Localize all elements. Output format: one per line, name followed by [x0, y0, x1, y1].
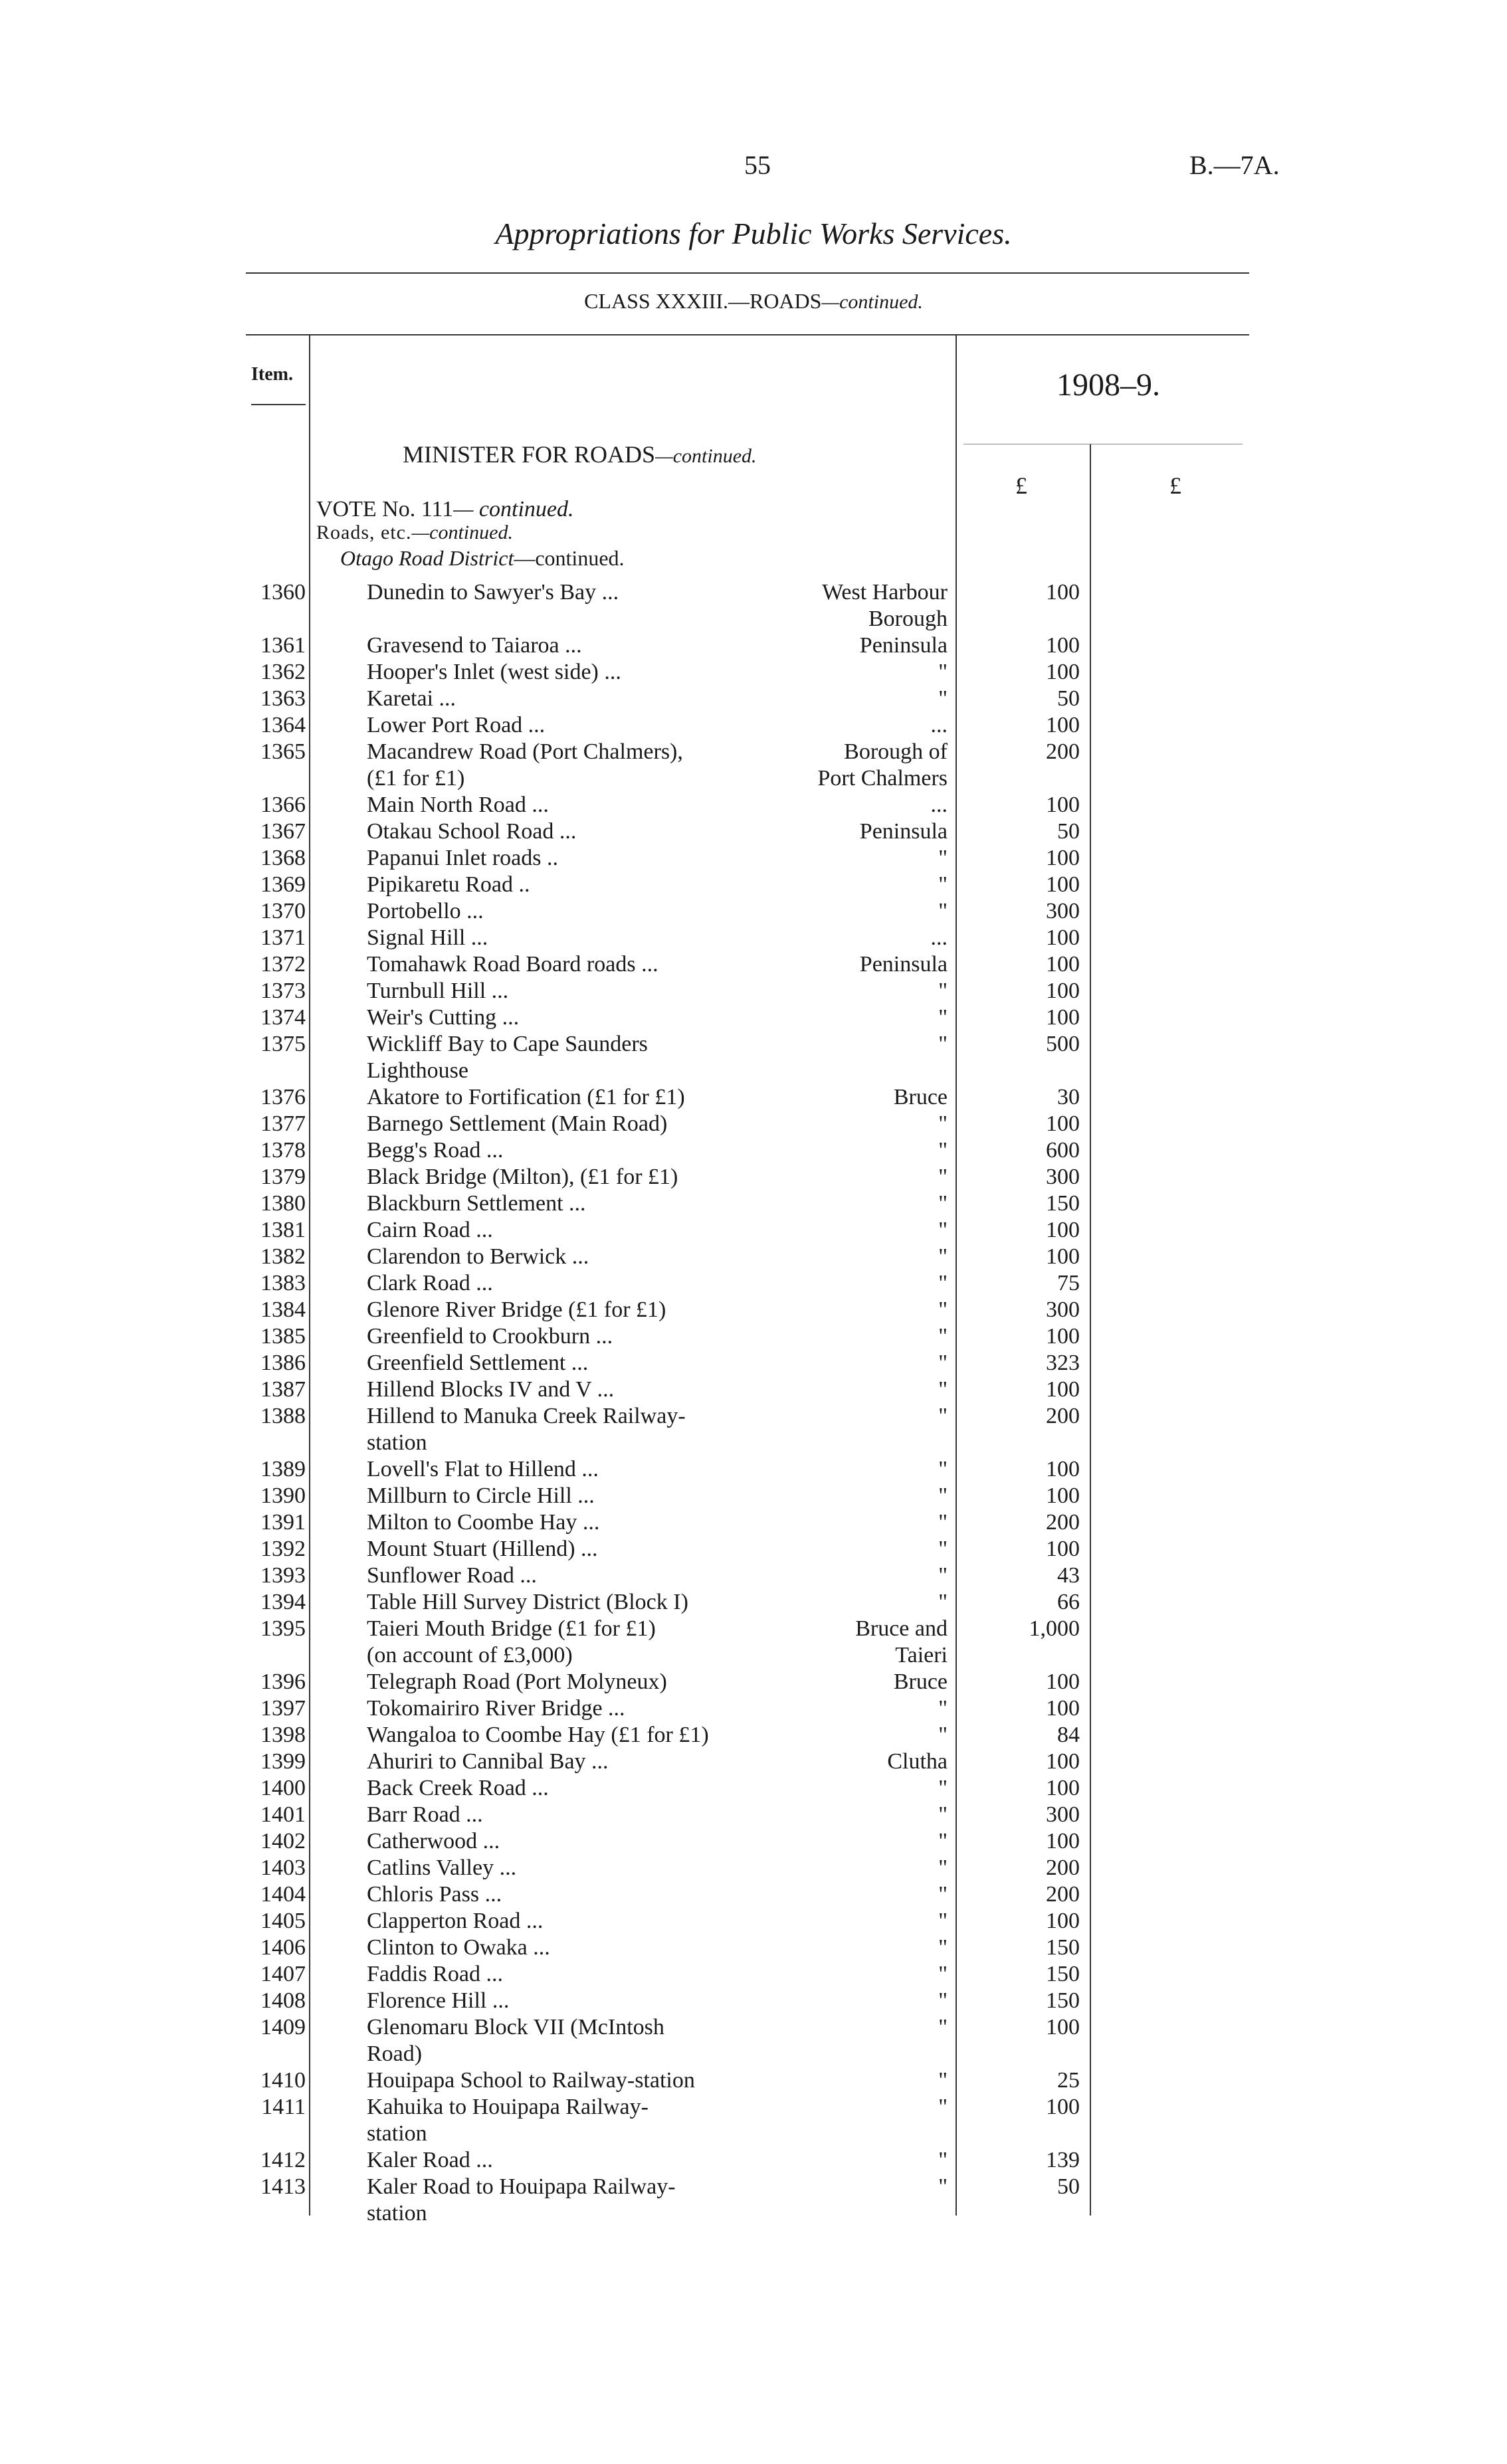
road-description: Clinton to Owaka ...: [367, 1935, 550, 1960]
amount: 300: [1046, 1802, 1080, 1827]
table-row: [0, 951, 1507, 978]
electoral-district: ": [938, 2148, 948, 2172]
table-row: [0, 1270, 1507, 1297]
road-description: Chloris Pass ...: [367, 1882, 502, 1907]
road-description: Kaler Road ...: [367, 2148, 493, 2172]
road-description: Barr Road ...: [367, 1802, 483, 1827]
table-row: [0, 1004, 1507, 1031]
item-number: 1400: [260, 1776, 306, 1800]
road-description: Signal Hill ...: [367, 925, 488, 950]
table-row: [0, 712, 1507, 739]
road-description: Tokomairiro River Bridge ...: [367, 1696, 625, 1721]
table-row: [0, 1244, 1507, 1270]
item-number: 1402: [260, 1829, 306, 1853]
table-row: [0, 1323, 1507, 1350]
road-description: Kahuika to Houipapa Railway- station: [367, 2095, 649, 2146]
item-number: 1413: [260, 2174, 306, 2199]
electoral-district: ": [938, 2095, 948, 2119]
item-number: 1398: [260, 1723, 306, 1747]
table-row: [0, 579, 1507, 632]
electoral-district: ": [938, 2068, 948, 2093]
amount: 150: [1046, 1191, 1080, 1216]
item-number: 1365: [260, 739, 306, 764]
electoral-district: ": [938, 1988, 948, 2013]
electoral-district: Bruce: [893, 1669, 948, 1694]
item-number: 1401: [260, 1802, 306, 1827]
road-description: Lovell's Flat to Hillend ...: [367, 1457, 599, 1481]
road-description: Turnbull Hill ...: [367, 979, 509, 1003]
electoral-district: ": [938, 1111, 948, 1136]
electoral-district: ...: [930, 793, 948, 817]
electoral-district: ": [938, 2015, 948, 2039]
item-number: 1381: [260, 1218, 306, 1242]
table-row: [0, 1376, 1507, 1403]
electoral-district: ": [938, 686, 948, 711]
electoral-district: ": [938, 1962, 948, 1986]
electoral-district: Clutha: [887, 1749, 948, 1774]
road-description: Telegraph Road (Port Molyneux): [367, 1669, 667, 1694]
road-description: Clarendon to Berwick ...: [367, 1244, 589, 1269]
road-description: Barnego Settlement (Main Road): [367, 1111, 668, 1136]
road-description: Portobello ...: [367, 899, 484, 923]
electoral-district: ": [938, 1271, 948, 1295]
item-number: 1383: [260, 1271, 306, 1295]
road-description: Gravesend to Taiaroa ...: [367, 633, 582, 658]
road-description: Pipikaretu Road ..: [367, 872, 530, 897]
item-number: 1399: [260, 1749, 306, 1774]
table-row: [0, 2094, 1507, 2147]
amount: 100: [1046, 1669, 1080, 1694]
electoral-district: ": [938, 1829, 948, 1853]
item-number: 1364: [260, 713, 306, 737]
amount: 100: [1046, 872, 1080, 897]
road-description: Ahuriri to Cannibal Bay ...: [367, 1749, 609, 1774]
road-description: Houipapa School to Railway-station: [367, 2068, 695, 2093]
road-description: Hillend to Manuka Creek Railway- station: [367, 1404, 686, 1455]
amount: 100: [1046, 793, 1080, 817]
electoral-district: ": [938, 899, 948, 923]
amount: 323: [1046, 1351, 1080, 1375]
item-number: 1371: [260, 925, 306, 950]
road-description: Begg's Road ...: [367, 1138, 504, 1163]
item-number: 1366: [260, 793, 306, 817]
minister-heading: MINISTER FOR ROADS—continued.: [403, 441, 757, 468]
amount: 300: [1046, 1297, 1080, 1322]
item-number: 1373: [260, 979, 306, 1003]
road-description: Papanui Inlet roads ..: [367, 846, 558, 870]
pound-sign-amount-column: £: [1015, 472, 1027, 499]
amount: 100: [1046, 580, 1080, 605]
amount: 100: [1046, 1749, 1080, 1774]
amount: 50: [1057, 2174, 1080, 2199]
road-description: Catherwood ...: [367, 1829, 500, 1853]
amount: 43: [1057, 1563, 1080, 1588]
table-row: [0, 872, 1507, 898]
amount: 100: [1046, 2015, 1080, 2039]
item-number: 1380: [260, 1191, 306, 1216]
page-number: 55: [744, 150, 771, 180]
table-row: [0, 1137, 1507, 1164]
amount: 100: [1046, 1776, 1080, 1800]
table-row: [0, 1350, 1507, 1376]
table-row: [0, 1695, 1507, 1722]
table-row: [0, 686, 1507, 712]
item-number: 1369: [260, 872, 306, 897]
electoral-district: Bruce: [893, 1085, 948, 1109]
item-number: 1393: [260, 1563, 306, 1588]
road-description: Hillend Blocks IV and V ...: [367, 1377, 615, 1402]
item-number: 1392: [260, 1537, 306, 1561]
amount: 150: [1046, 1988, 1080, 2013]
road-description: Sunflower Road ...: [367, 1563, 537, 1588]
road-description: Wangaloa to Coombe Hay (£1 for £1): [367, 1723, 709, 1747]
electoral-district: Peninsula: [859, 633, 948, 658]
electoral-district: ": [938, 1696, 948, 1721]
vote-label: VOTE No. 111— continued.: [316, 497, 574, 521]
table-row: [0, 1084, 1507, 1111]
item-number: 1408: [260, 1988, 306, 2013]
table-row: [0, 1563, 1507, 1589]
electoral-district: ": [938, 1563, 948, 1588]
amount: 100: [1046, 1377, 1080, 1402]
electoral-district: ": [938, 1935, 948, 1960]
amount: 200: [1046, 1404, 1080, 1428]
table-row: [0, 898, 1507, 925]
amount: 100: [1046, 1324, 1080, 1349]
item-label-underline: [251, 404, 306, 405]
table-row: [0, 1855, 1507, 1881]
amount: 200: [1046, 1510, 1080, 1535]
table-row: [0, 925, 1507, 951]
electoral-district: ": [938, 1590, 948, 1614]
electoral-district: ...: [930, 713, 948, 737]
table-row: [0, 1164, 1507, 1190]
electoral-district: West Harbour Borough: [822, 580, 948, 631]
table-row: [0, 792, 1507, 818]
amount: 100: [1046, 1909, 1080, 1933]
amount: 300: [1046, 899, 1080, 923]
road-description: Mount Stuart (Hillend) ...: [367, 1537, 598, 1561]
table-row: [0, 1483, 1507, 1509]
amount: 100: [1046, 660, 1080, 684]
road-description: Karetai ...: [367, 686, 456, 711]
table-row: [0, 2174, 1507, 2227]
amount: 300: [1046, 1165, 1080, 1189]
table-row: [0, 1509, 1507, 1536]
road-description: Dunedin to Sawyer's Bay ...: [367, 580, 619, 605]
table-row: [0, 2014, 1507, 2067]
road-description: Back Creek Road ...: [367, 1776, 549, 1800]
table-row: [0, 1908, 1507, 1935]
road-description: Glenore River Bridge (£1 for £1): [367, 1297, 666, 1322]
amount: 100: [1046, 1244, 1080, 1269]
road-description: Lower Port Road ...: [367, 713, 546, 737]
item-number: 1376: [260, 1085, 306, 1109]
item-number: 1404: [260, 1882, 306, 1907]
electoral-district: ": [938, 1032, 948, 1056]
table-row: [0, 659, 1507, 686]
road-description: Florence Hill ...: [367, 1988, 510, 2013]
electoral-district: ": [938, 1297, 948, 1322]
road-description: Kaler Road to Houipapa Railway- station: [367, 2174, 676, 2226]
item-number: 1406: [260, 1935, 306, 1960]
table-row: [0, 1749, 1507, 1775]
road-description: Catlins Valley ...: [367, 1855, 517, 1880]
amount: 100: [1046, 1218, 1080, 1242]
amount: 100: [1046, 1111, 1080, 1136]
electoral-district: ": [938, 872, 948, 897]
year-column-label: 1908–9.: [1056, 367, 1160, 403]
item-number: 1405: [260, 1909, 306, 1933]
amount: 84: [1057, 1723, 1080, 1747]
item-number: 1372: [260, 952, 306, 977]
amount: 100: [1046, 979, 1080, 1003]
electoral-district: ": [938, 1802, 948, 1827]
electoral-district: ": [938, 1909, 948, 1933]
amount: 25: [1057, 2068, 1080, 2093]
table-row: [0, 1988, 1507, 2014]
item-number: 1397: [260, 1696, 306, 1721]
amount: 30: [1057, 1085, 1080, 1109]
amount: 150: [1046, 1935, 1080, 1960]
electoral-district: ": [938, 1218, 948, 1242]
item-number: 1384: [260, 1297, 306, 1322]
pound-sign-total-column: £: [1169, 472, 1181, 499]
electoral-district: ": [938, 1005, 948, 1030]
amount: 100: [1046, 1537, 1080, 1561]
item-number: 1374: [260, 1005, 306, 1030]
electoral-district: ": [938, 979, 948, 1003]
electoral-district: ": [938, 1165, 948, 1189]
table-row: [0, 1669, 1507, 1695]
amount: 100: [1046, 1696, 1080, 1721]
road-description: Greenfield Settlement ...: [367, 1351, 589, 1375]
road-description: Blackburn Settlement ...: [367, 1191, 586, 1216]
amount: 139: [1046, 2148, 1080, 2172]
table-row: [0, 818, 1507, 845]
title-rule: [246, 272, 1249, 274]
table-row: [0, 1935, 1507, 1961]
road-description: Wickliff Bay to Cape Saunders Lighthouse: [367, 1032, 648, 1083]
road-description: Glenomaru Block VII (McIntosh Road): [367, 2015, 664, 2066]
electoral-district: ": [938, 1882, 948, 1907]
table-row: [0, 1802, 1507, 1828]
electoral-district: ": [938, 1324, 948, 1349]
amount: 100: [1046, 1457, 1080, 1481]
electoral-district: ": [938, 1191, 948, 1216]
item-number: 1382: [260, 1244, 306, 1269]
electoral-district: ": [938, 1776, 948, 1800]
item-number: 1378: [260, 1138, 306, 1163]
item-number: 1387: [260, 1377, 306, 1402]
table-row: [0, 1722, 1507, 1749]
amount: 200: [1046, 1855, 1080, 1880]
table-row: [0, 1456, 1507, 1483]
electoral-district: ": [938, 1351, 948, 1375]
table-top-rule: [246, 334, 1249, 335]
electoral-district: Peninsula: [859, 952, 948, 977]
amount: 100: [1046, 1005, 1080, 1030]
item-number: 1377: [260, 1111, 306, 1136]
item-number: 1412: [260, 2148, 306, 2172]
electoral-district: Borough of Port Chalmers: [817, 739, 948, 791]
district-subheading: Otago Road District—continued.: [340, 546, 625, 570]
table-row: [0, 978, 1507, 1004]
page-title: Appropriations for Public Works Services.: [495, 217, 1012, 250]
table-row: [0, 1536, 1507, 1563]
table-row: [0, 1961, 1507, 1988]
amount: 50: [1057, 819, 1080, 844]
road-description: Milton to Coombe Hay ...: [367, 1510, 600, 1535]
amount: 75: [1057, 1271, 1080, 1295]
electoral-district: ": [938, 1404, 948, 1428]
road-description: Black Bridge (Milton), (£1 for £1): [367, 1165, 678, 1189]
electoral-district: Peninsula: [859, 819, 948, 844]
road-description: Akatore to Fortification (£1 for £1): [367, 1085, 685, 1109]
amount: 200: [1046, 1882, 1080, 1907]
table-row: [0, 1190, 1507, 1217]
road-description: Weir's Cutting ...: [367, 1005, 520, 1030]
item-number: 1388: [260, 1404, 306, 1428]
item-number: 1409: [260, 2015, 306, 2039]
item-number: 1361: [260, 633, 306, 658]
road-description: Main North Road ...: [367, 793, 549, 817]
electoral-district: ...: [930, 925, 948, 950]
road-description: Hooper's Inlet (west side) ...: [367, 660, 621, 684]
amount: 100: [1046, 1483, 1080, 1508]
item-number: 1391: [260, 1510, 306, 1535]
electoral-district: ": [938, 846, 948, 870]
electoral-district: ": [938, 1483, 948, 1508]
item-number: 1403: [260, 1855, 306, 1880]
item-number: 1367: [260, 819, 306, 844]
road-description: Table Hill Survey District (Block I): [367, 1590, 688, 1614]
road-description: Taieri Mouth Bridge (£1 for £1) (on account of £3,000): [367, 1616, 656, 1667]
item-number: 1368: [260, 846, 306, 870]
amount: 600: [1046, 1138, 1080, 1163]
electoral-district: ": [938, 1510, 948, 1535]
table-row: [0, 2067, 1507, 2094]
item-number: 1362: [260, 660, 306, 684]
item-number: 1389: [260, 1457, 306, 1481]
electoral-district: ": [938, 1855, 948, 1880]
electoral-district: ": [938, 1244, 948, 1269]
item-number: 1396: [260, 1669, 306, 1694]
road-description: Clapperton Road ...: [367, 1909, 544, 1933]
amount: 66: [1057, 1590, 1080, 1614]
item-number: 1379: [260, 1165, 306, 1189]
item-number: 1385: [260, 1324, 306, 1349]
road-description: Clark Road ...: [367, 1271, 493, 1295]
amount: 200: [1046, 739, 1080, 764]
item-number: 1407: [260, 1962, 306, 1986]
table-row: [0, 1297, 1507, 1323]
amount: 150: [1046, 1962, 1080, 1986]
item-number: 1410: [260, 2068, 306, 2093]
item-number: 1360: [260, 580, 306, 605]
road-description: Cairn Road ...: [367, 1218, 493, 1242]
amount: 100: [1046, 633, 1080, 658]
table-row: [0, 1031, 1507, 1084]
electoral-district: ": [938, 2174, 948, 2199]
amount: 50: [1057, 686, 1080, 711]
electoral-district: ": [938, 1457, 948, 1481]
road-description: Otakau School Road ...: [367, 819, 577, 844]
item-column-label: Item.: [251, 364, 293, 385]
roads-subheading: Roads, etc.—continued.: [316, 521, 513, 543]
table-row: [0, 1589, 1507, 1616]
amount: 500: [1046, 1032, 1080, 1056]
road-description: Tomahawk Road Board roads ...: [367, 952, 658, 977]
amount: 100: [1046, 713, 1080, 737]
road-description: Faddis Road ...: [367, 1962, 503, 1986]
item-number: 1411: [261, 2095, 306, 2119]
electoral-district: ": [938, 660, 948, 684]
electoral-district: ": [938, 1138, 948, 1163]
item-number: 1386: [260, 1351, 306, 1375]
table-row: [0, 1111, 1507, 1137]
item-number: 1390: [260, 1483, 306, 1508]
table-row: [0, 739, 1507, 792]
table-row: [0, 1217, 1507, 1244]
table-row: [0, 1881, 1507, 1908]
electoral-district: ": [938, 1537, 948, 1561]
road-description: Millburn to Circle Hill ...: [367, 1483, 595, 1508]
item-number: 1363: [260, 686, 306, 711]
road-description: Macandrew Road (Port Chalmers), (£1 for £1): [367, 739, 683, 791]
electoral-district: ": [938, 1377, 948, 1402]
table-row: [0, 1775, 1507, 1802]
item-number: 1370: [260, 899, 306, 923]
electoral-district: ": [938, 1723, 948, 1747]
amount: 100: [1046, 1829, 1080, 1853]
electoral-district: Bruce and Taieri: [855, 1616, 948, 1667]
table-row: [0, 1616, 1507, 1669]
table-row: [0, 2147, 1507, 2174]
document-reference: B.—7A.: [1189, 150, 1280, 180]
amount: 100: [1046, 952, 1080, 977]
amount: 1,000: [1029, 1616, 1080, 1641]
item-number: 1395: [260, 1616, 306, 1641]
item-number: 1375: [260, 1032, 306, 1056]
class-heading: CLASS XXXIII.—ROADS—continued.: [584, 289, 923, 313]
item-number: 1394: [260, 1590, 306, 1614]
amount: 100: [1046, 925, 1080, 950]
table-row: [0, 845, 1507, 872]
amount: 100: [1046, 846, 1080, 870]
amount: 100: [1046, 2095, 1080, 2119]
road-description: Greenfield to Crookburn ...: [367, 1324, 613, 1349]
table-row: [0, 632, 1507, 659]
table-row: [0, 1403, 1507, 1456]
table-row: [0, 1828, 1507, 1855]
